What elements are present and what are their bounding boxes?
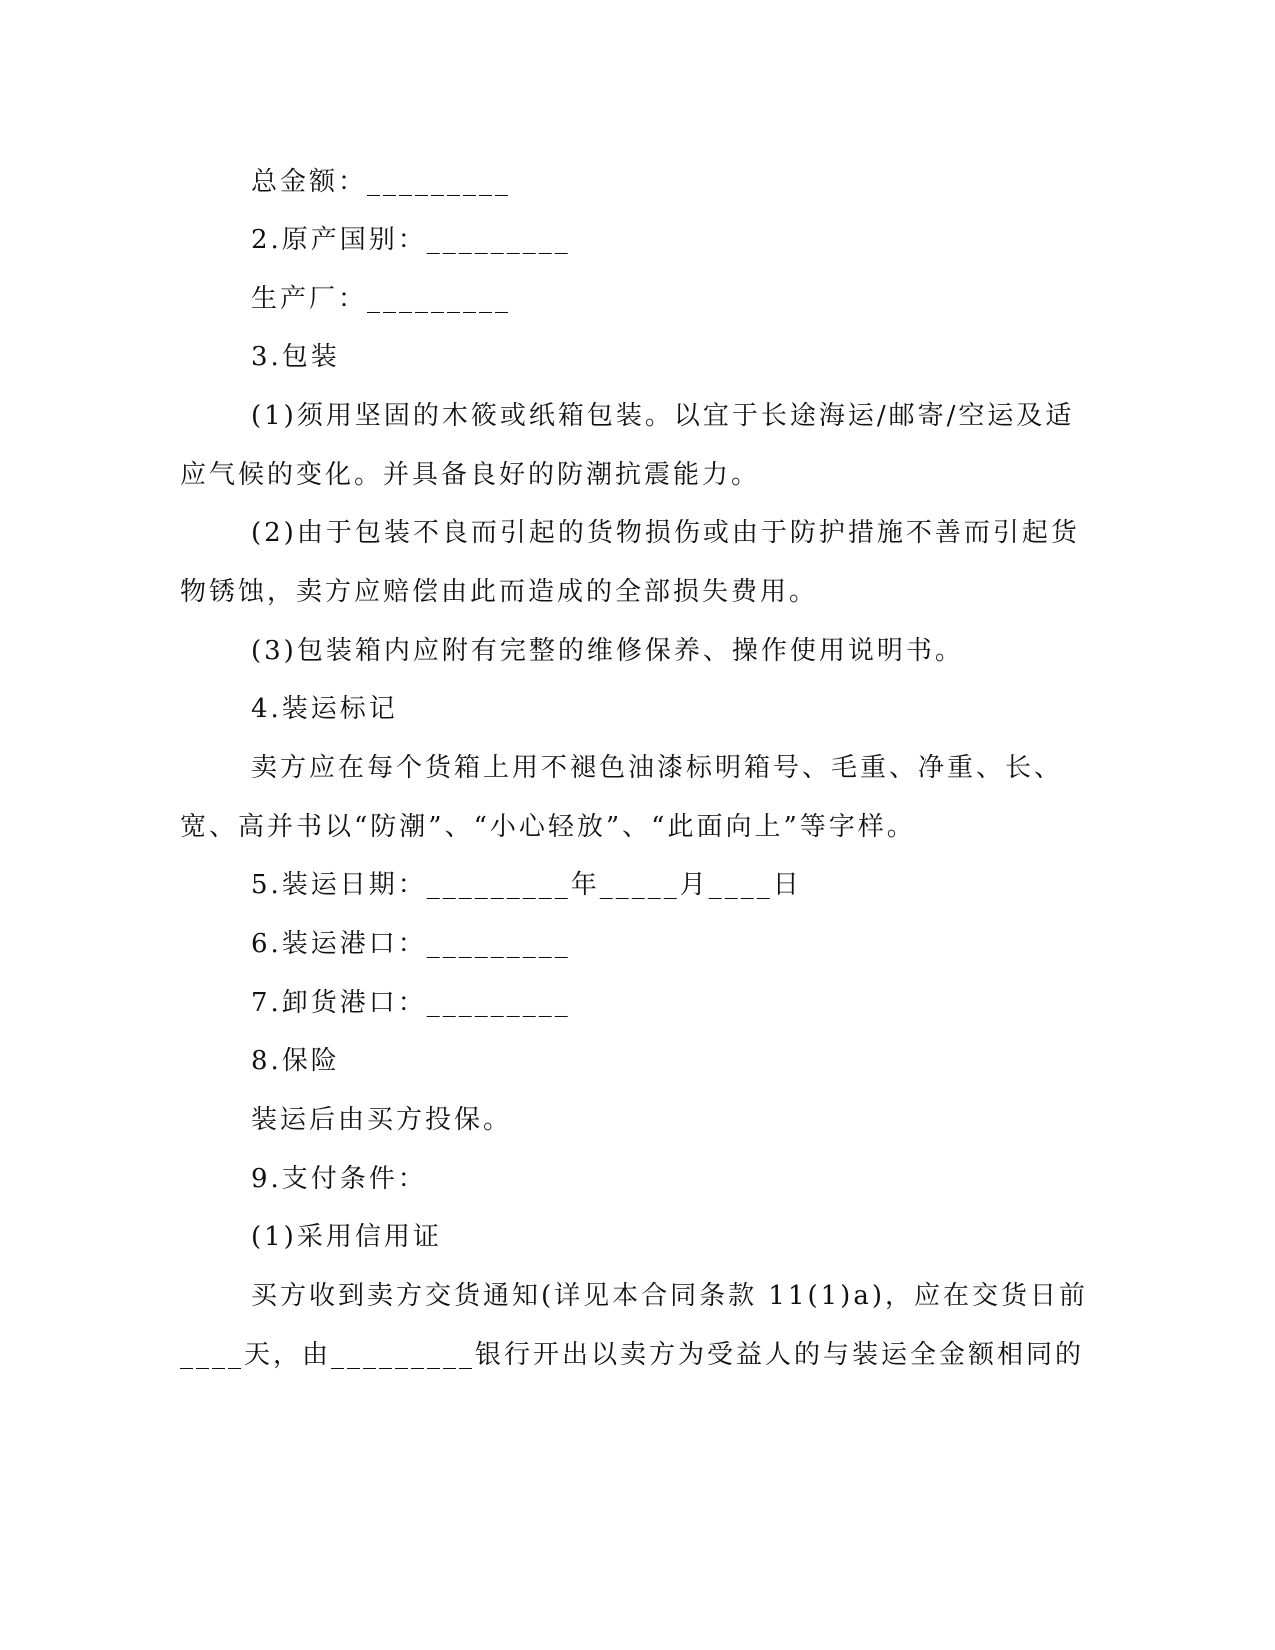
- manufacturer-line: 生产厂：_________: [251, 284, 512, 314]
- port-of-discharge-line: 7.卸货港口：_________: [251, 988, 571, 1018]
- total-amount-line: 总金额：_________: [251, 167, 512, 197]
- letter-of-credit-line-1: 买方收到卖方交货通知(详见本合同条款 11(1)a)，应在交货日前: [251, 1281, 1088, 1311]
- insurance-text: 装运后由买方投保。: [251, 1105, 513, 1135]
- packing-clause-3: (3)包装箱内应附有完整的维修保养、操作使用说明书。: [251, 636, 964, 666]
- letter-of-credit-heading: (1)采用信用证: [251, 1222, 442, 1252]
- packing-heading: 3.包装: [251, 342, 340, 372]
- shipment-date-line: 5.装运日期：_________年_____月____日: [251, 870, 802, 900]
- shipping-marks-heading: 4.装运标记: [251, 694, 398, 724]
- packing-clause-2-line-1: (2)由于包装不良而引起的货物损伤或由于防护措施不善而引起货: [251, 518, 1080, 548]
- port-of-shipment-line: 6.装运港口：_________: [251, 929, 571, 959]
- country-of-origin-line: 2.原产国别：_________: [251, 225, 571, 255]
- shipping-marks-line-2: 宽、高并书以“防潮”、“小心轻放”、“此面向上”等字样。: [180, 812, 916, 842]
- shipping-marks-line-1: 卖方应在每个货箱上用不褪色油漆标明箱号、毛重、净重、长、: [251, 753, 1064, 783]
- packing-clause-1-line-1: (1)须用坚固的木筱或纸箱包装。以宜于长途海运/邮寄/空运及适: [251, 401, 1075, 431]
- letter-of-credit-line-2: ____天，由_________银行开出以卖方为受益人的与装运全金额相同的: [180, 1340, 1085, 1370]
- payment-terms-heading: 9.支付条件：: [251, 1164, 427, 1194]
- packing-clause-1-line-2: 应气候的变化。并具备良好的防潮抗震能力。: [180, 460, 761, 490]
- packing-clause-2-line-2: 物锈蚀，卖方应赔偿由此而造成的全部损失费用。: [180, 577, 819, 607]
- insurance-heading: 8.保险: [251, 1046, 340, 1076]
